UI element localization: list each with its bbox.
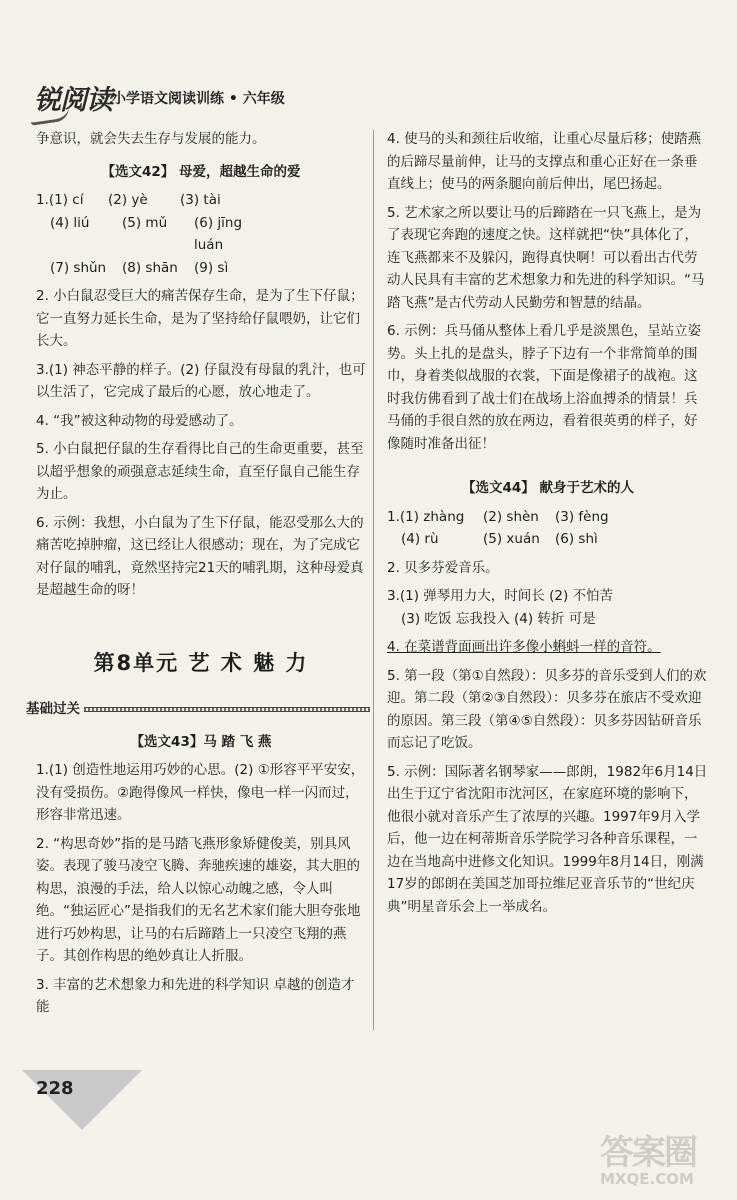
answer-paragraph: (3) 吃饭 忘我投入 (4) 转折 可是 (401, 610, 596, 627)
pinyin-row (36, 257, 366, 280)
answer-paragraph: 6. 示例：我想，小白鼠为了生下仔鼠，能忍受那么大的痛苦吃掉肿瘤，这已经让人很感动；现在，为了完成它对仔鼠的哺乳，竟然坚持完21天的哺乳期，这种母爱真是超越生命的呀！ (36, 514, 364, 598)
answer-paragraph: 1.(1) 创造性地运用巧妙的心思。(2) ①形容平平安安，没有受损伤。②跑得像风一样快，像电一样一闪而过，形容非常迅速。 (36, 762, 365, 823)
answer-paragraph: 2. 小白鼠忍受巨大的痛苦保存生命，是为了生下仔鼠；它一直努力延长生命，是为了坚持给仔鼠喂奶，让它们长大。 (36, 288, 364, 349)
answer-paragraph: 3.(1) 弹琴用力大，时间长 (2) 不怕苦 (387, 588, 613, 604)
basic-section-header (26, 698, 370, 721)
basic-section-label: 基础过关 (26, 701, 80, 717)
book-subtitle: 小学语文阅读训练 • 六年级 (112, 91, 285, 107)
right-column (387, 128, 709, 918)
pinyin-item: (7) shǔn (50, 259, 107, 276)
unit-title: 第8单元 艺 术 魅 力 (93, 650, 309, 675)
pinyin-row (36, 212, 366, 257)
pinyin-item: (6) jīng luán (194, 214, 243, 253)
answer-paragraph: 5. 艺术家之所以要让马的后蹄踏在一只飞燕上，是为了表现它奔跑的速度之快。这样就把“快”具体化了，连飞燕都来不及躲闪，跑得真快啊！可以看出古代劳动人民具有丰富的艺术想象力和先进的科学知识。“马踏飞燕”是古代劳动人民勤劳和智慧的结晶。 (387, 204, 705, 311)
pinyin-row (387, 528, 709, 551)
page-number: 228 (36, 1078, 74, 1099)
answer-paragraph: 4. “我”被这种动物的母爱感动了。 (36, 412, 243, 429)
pinyin-row (36, 189, 366, 212)
pinyin-item: (5) xuán (483, 531, 540, 547)
answer-paragraph: 2. “构思奇妙”指的是马踏飞燕形象矫健俊美，别具风姿。表现了骏马凌空飞腾、奔驰疾速的雄姿，其大胆的构思，浪漫的手法，给人以惊心动魄之感，令人叫绝。“独运匠心”是指我们的无名艺术家们能大胆夸张地进行巧妙构思，让马的右后蹄踏上一只凌空飞翔的燕子。其创作构思的绝妙真让人折服。 (36, 835, 361, 964)
answer-paragraph: 5. 示例：国际著名钢琴家——郎朗，1982年6月14日出生于辽宁省沈阳市沈河区，在家庭环境的影响下，他很小就对音乐产生了浓厚的兴趣。1997年9月入学后，他一边在柯蒂斯音乐学院学习各种音乐课程，一边在当地高中进修文化知识。1999年8月14日，刚满17岁的郎朗在美国芝加哥拉维尼亚音乐节的“世纪庆典”明星音乐会上一举成名。 (387, 763, 708, 915)
pinyin-item: (6) shì (555, 531, 598, 547)
watermark-url: MXQE.COM (600, 1170, 694, 1188)
pinyin-item: (9) sì (194, 259, 229, 276)
dotted-rule (84, 707, 370, 712)
pinyin-item: (2) shèn (483, 508, 539, 525)
page-number-badge (22, 1070, 132, 1126)
pinyin-item: (5) mǔ (122, 214, 168, 231)
watermark-text: 答案圈 (600, 1133, 696, 1173)
page-header (30, 78, 360, 124)
section-44-title: 【选文44】 献身于艺术的人 (462, 480, 634, 496)
answer-paragraph: 5. 第一段（第①自然段）：贝多芬的音乐受到人们的欢迎。第二段（第②③自然段）：贝多芬在旅店不受欢迎的原因。第三段（第④⑤自然段）：贝多芬因钻研音乐而忘记了吃饭。 (387, 667, 707, 751)
pinyin-item: (8) shān (122, 259, 178, 276)
answer-paragraph: 2. 贝多芬爱音乐。 (387, 559, 499, 576)
answer-paragraph: 3. 丰富的艺术想象力和先进的科学知识 卓越的创造才能 (36, 976, 355, 1015)
pinyin-item: (3) fèng (555, 508, 609, 525)
watermark (600, 1125, 730, 1195)
brand-logo: 锐阅读 (34, 85, 112, 116)
column-divider (373, 130, 374, 1030)
pinyin-item: (2) yè (108, 192, 148, 208)
answer-paragraph: 5. 小白鼠把仔鼠的生存看得比自己的生命更重要，甚至以超乎想象的顽强意志延续生命，直至仔鼠自己能生存为止。 (36, 441, 364, 502)
intro-line: 争意识，就会失去生存与发展的能力。 (36, 131, 266, 147)
pinyin-item: (3) tài (180, 192, 221, 208)
answer-paragraph: 6. 示例：兵马俑从整体上看几乎是淡黑色，呈站立姿势。头上扎的是盘头，脖子下边有一个非常简单的围巾，身着类似战服的衣裳，下面是像裙子的战袍。这时我仿佛看到了战士们在战场上浴血搏杀的情景！兵马俑的手很自然的放在两边，看着很英勇的样子，好像随时准备出征！ (387, 323, 702, 452)
answer-paragraph: 4. 使马的头和颈往后收缩，让重心尽量后移；使踏燕的后蹄尽量前伸，让马的支撑点和重心正好在一条垂直线上；使马的两条腿向前后伸出，尾巴扬起。 (387, 131, 702, 192)
left-column (26, 128, 366, 1019)
section-43-title: 【选文43】马 踏 飞 燕 (130, 733, 272, 750)
pinyin-item: (4) rù (401, 531, 439, 547)
answer-paragraph: 4. 在菜谱背面画出许多像小蝌蚪一样的音符。 (387, 639, 661, 655)
pinyin-row (387, 506, 709, 529)
pinyin-item: 1.(1) cí (36, 192, 84, 208)
pinyin-item: (4) liú (50, 214, 90, 231)
pinyin-item: 1.(1) zhàng (387, 508, 465, 525)
section-42-title: 【选文42】 母爱，超越生命的爱 (101, 163, 301, 180)
answer-paragraph: 3.(1) 神态平静的样子。(2) 仔鼠没有母鼠的乳汁，也可以生活了，它完成了最后的心愿，放心地走了。 (36, 361, 366, 400)
